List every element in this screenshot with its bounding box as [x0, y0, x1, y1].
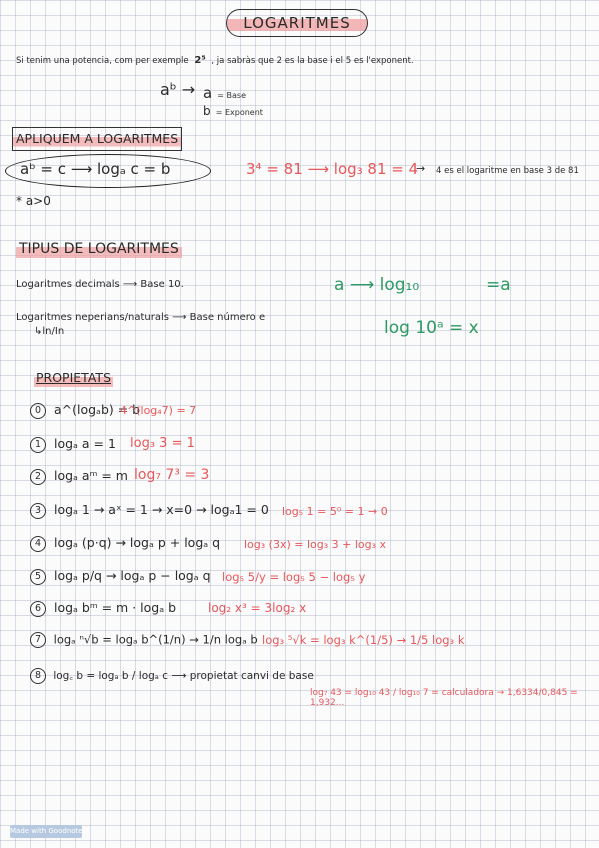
- property-row: [30, 468, 128, 485]
- property-number: 5: [30, 569, 46, 585]
- note-arrow-icon: →: [416, 162, 426, 175]
- intro-text-before: Si tenim una potencia, com per exemple: [16, 56, 189, 66]
- decimal-logs: Logaritmes decimals ⟶ Base 10.: [16, 279, 184, 290]
- arrow-icon: →: [181, 80, 196, 99]
- property-row: [30, 502, 269, 519]
- property-formula: logₐ ⁿ√b = logₐ b^(1/n) → 1/n logₐ b: [53, 632, 258, 647]
- property-formula: a^(logₐb) = b: [53, 402, 141, 417]
- section-heading-propietats: PROPIETATS: [34, 368, 113, 388]
- goodnotes-watermark: Made with Goodnotes: [10, 825, 82, 838]
- property-row: [30, 600, 176, 617]
- log-example-note: 4 es el logaritme en base 3 de 81: [436, 166, 579, 176]
- property-row: [30, 668, 314, 684]
- property-example: log₅ 1 = 5⁰ = 1 → 0: [282, 505, 388, 518]
- property-number: 4: [30, 536, 46, 552]
- ln-note: ↳ln/In: [34, 326, 65, 337]
- property-example: log₂ x³ = 3log₂ x: [208, 601, 307, 615]
- intro-text: [16, 55, 414, 66]
- property-number: 3: [30, 503, 46, 519]
- property-formula: logₐ a = 1: [53, 436, 116, 451]
- base-desc: = Base: [217, 91, 247, 100]
- property-number: 2: [30, 469, 46, 485]
- property-formula: logₐ bᵐ = m · logₐ b: [53, 600, 177, 615]
- property-formula: logₐ 1 → aˣ = 1 → x=0 → logₐ1 = 0: [53, 502, 269, 517]
- property-example: log₃ 3 = 1: [130, 436, 195, 451]
- property-formula: log꜀ b = logₐ b / logₐ c ⟶ propietat canvi de base: [53, 670, 314, 682]
- exponent-definition: [203, 100, 263, 119]
- green-log10-power: log 10ᵃ = x: [384, 318, 479, 338]
- property-row: [30, 535, 220, 552]
- power: aᵇ: [160, 80, 177, 99]
- property-example: 4^(log₄7) = 7: [120, 404, 197, 417]
- page-title: LOGARITMES: [226, 9, 368, 37]
- natural-logs: Logaritmes neperians/naturals ⟶ Base número e: [16, 312, 266, 323]
- log-definition-formula: aᵇ = c ⟶ logₐ c = b: [20, 160, 171, 178]
- section-heading-apliquem: APLIQUEM A LOGARITMES: [12, 127, 182, 151]
- property-formula: logₐ (p·q) → logₐ p + logₐ q: [53, 535, 221, 550]
- property-row: [30, 632, 258, 648]
- property-number: 6: [30, 601, 46, 617]
- property-example: log₅ 5/y = log₅ 5 − log₅ y: [222, 570, 366, 584]
- power-expression: [160, 80, 195, 99]
- exponent-letter: b: [203, 104, 211, 118]
- property-example: log₃ (3x) = log₃ 3 + log₃ x: [244, 538, 387, 551]
- property-row: [30, 568, 211, 585]
- green-log10-mapping: a ⟶ log₁₀: [334, 275, 420, 295]
- property-number: 0: [30, 403, 46, 419]
- intro-text-after: , ja sabràs que 2 es la base i el 5 es l'exponent.: [211, 56, 414, 66]
- exponent-desc: = Exponent: [215, 108, 263, 117]
- log-example: 3⁴ = 81 ⟶ log₃ 81 = 4: [246, 160, 419, 178]
- base-letter: a: [203, 84, 213, 102]
- property-number: 7: [30, 632, 46, 648]
- property-number: 1: [30, 437, 46, 453]
- section-heading-tipus: TIPUS DE LOGARITMES: [16, 238, 182, 260]
- property-example: log₃ ⁵√k = log₃ k^(1/5) → 1/5 log₃ k: [262, 633, 465, 647]
- green-result: =a: [486, 275, 511, 295]
- property-row: [30, 436, 116, 453]
- property-example: log₇ 43 = log₁₀ 43 / log₁₀ 7 = calculadora → 1,6334/0,845 = 1,932...: [310, 688, 578, 708]
- property-formula: logₐ aᵐ = m: [53, 468, 128, 483]
- intro-example-power: 2⁵: [194, 55, 206, 66]
- property-formula: logₐ p/q → logₐ p − logₐ q: [53, 568, 211, 583]
- property-number: 8: [30, 668, 46, 684]
- condition: * a>0: [16, 194, 51, 208]
- property-example: log₇ 7³ = 3: [134, 467, 210, 483]
